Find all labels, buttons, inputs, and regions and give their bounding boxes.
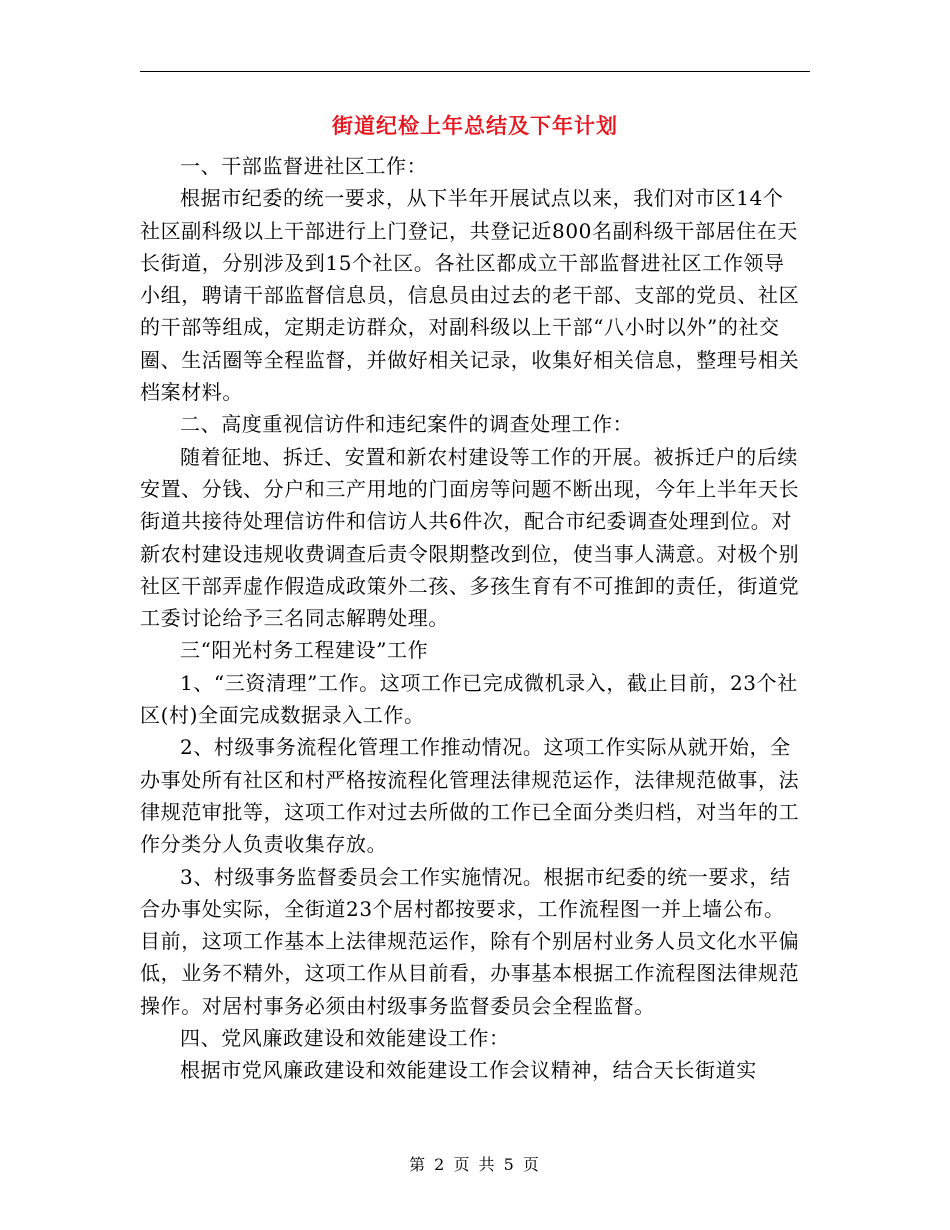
header-rule bbox=[140, 71, 810, 72]
document-title: 街道纪检上年总结及下年计划 bbox=[332, 113, 618, 138]
section-heading-2: 二、高度重视信访件和违纪案件的调查处理工作： bbox=[180, 412, 634, 437]
paragraph-3-item-2: 2、村级事务流程化管理工作推动情况。这项工作实际从就开始，全办事处所有社区和村严格按流程化管理法律规范运作，法律规范做事，法律规范审批等，这项工作对过去所做的工作已全面分类归档，对当年的工作分类分人负责收集存放。 bbox=[140, 735, 800, 857]
document-body bbox=[140, 150, 800, 1087]
page-number: 第 2 页 共 5 页 bbox=[409, 1155, 541, 1174]
paragraph-3-item-1: 1、“三资清理”工作。这项工作已完成微机录入，截止目前，23个社区(村)全面完成数据录入工作。 bbox=[140, 670, 798, 728]
paragraph-1: 根据市纪委的统一要求，从下半年开展试点以来，我们对市区14个社区副科级以上干部进行上门登记，共登记近800名副科级干部居住在天长街道，分别涉及到15个社区。各社区都成立干部监督进社区工作领导小组，聘请干部监督信息员，信息员由过去的老干部、支部的党员、社区的干部等组成，定期走访群众，对副科级以上干部“八小时以外”的社交圈、生活圈等全程监督，并做好相关记录，收集好相关信息，整理号相关档案材料。 bbox=[140, 186, 800, 405]
paragraph-2: 随着征地、拆迁、安置和新农村建设等工作的开展。被拆迁户的后续安置、分钱、分户和三产用地的门面房等问题不断出现，今年上半年天长街道共接待处理信访件和信访人共6件次，配合市纪委调查处理到位。对新农村建设违规收费调查后责令限期整改到位，使当事人满意。对极个别社区干部弄虚作假造成政策外二孩、多孩生育有不可推卸的责任，街道党工委讨论给予三名同志解聘处理。 bbox=[140, 444, 800, 631]
paragraph-4: 根据市党风廉政建设和效能建设工作会议精神，结合天长街道实 bbox=[180, 1058, 757, 1083]
paragraph-3-item-3: 3、村级事务监督委员会工作实施情况。根据市纪委的统一要求，结合办事处实际，全街道23个居村都按要求，工作流程图一并上墙公布。目前，这项工作基本上法律规范运作，除有个别居村业务人员文化水平偏低，业务不精外，这项工作从目前看，办事基本根据工作流程图法律规范操作。对居村事务必须由村级事务监督委员会全程监督。 bbox=[140, 864, 800, 1018]
section-heading-1: 一、干部监督进社区工作： bbox=[180, 154, 428, 178]
section-heading-3: 三“阳光村务工程建设”工作 bbox=[180, 638, 429, 663]
section-heading-4: 四、党风廉政建设和效能建设工作： bbox=[180, 1026, 510, 1051]
